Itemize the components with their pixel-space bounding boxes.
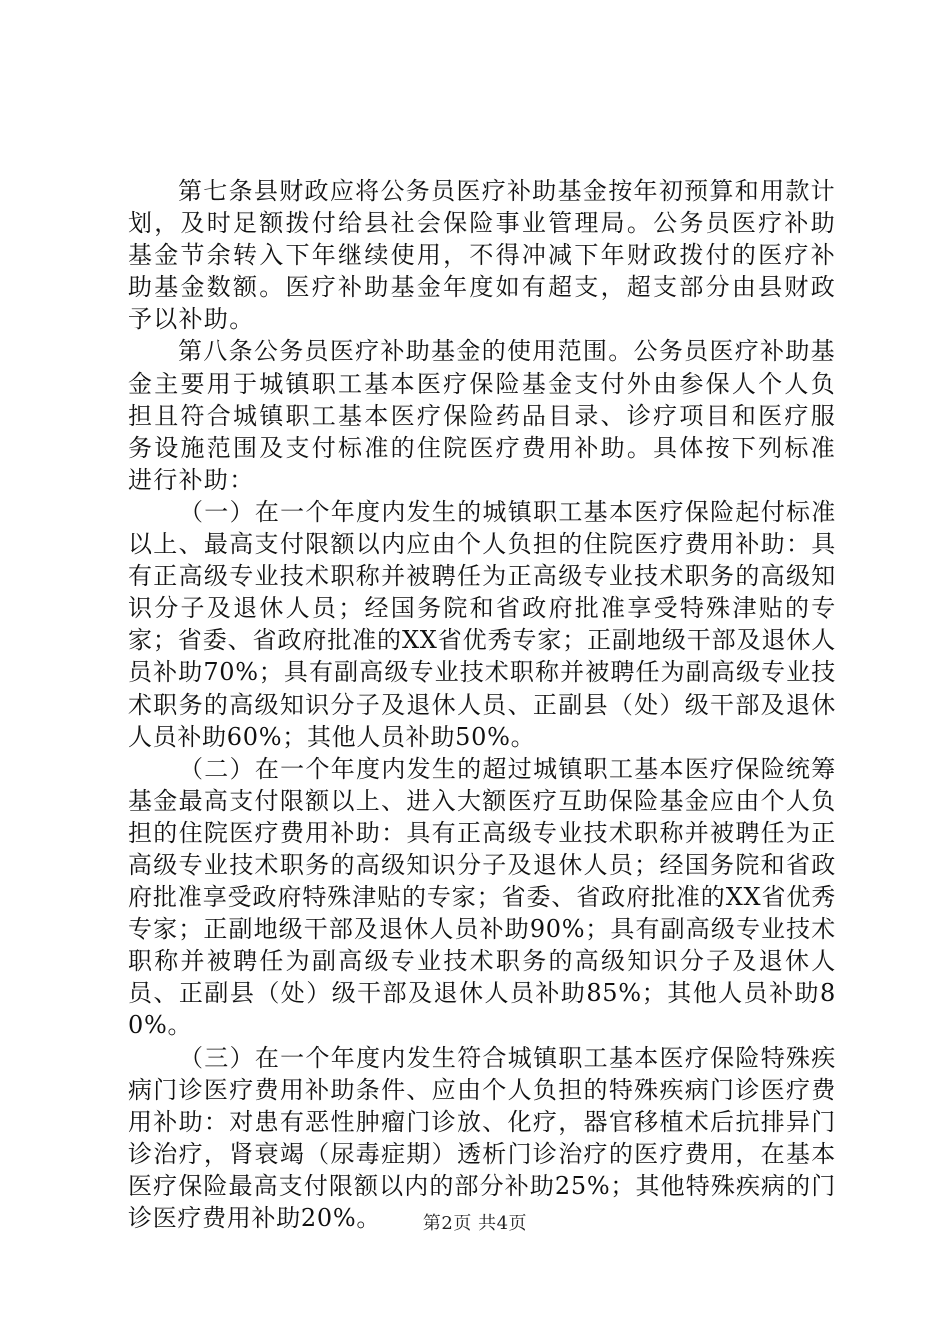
document-body <box>128 175 836 1234</box>
page-number-footer: 第2页 共4页 <box>422 1213 528 1234</box>
paragraph-article-7: 第七条县财政应将公务员医疗补助基金按年初预算和用款计划，及时足额拨付给县社会保险事业管理局。公务员医疗补助基金节余转入下年继续使用，不得冲减下年财政拨付的医疗补助基金数额。医疗补助基金年度如有超支，超支部分由县财政予以补助。 <box>128 177 836 334</box>
paragraph-item-3: （三）在一个年度内发生符合城镇职工基本医疗保险特殊疾病门诊医疗费用补助条件、应由个人负担的特殊疾病门诊医疗费用补助：对患有恶性肿瘤门诊放、化疗，器官移植术后抗排异门诊治疗，肾衰竭（尿毒症期）透析门诊治疗的医疗费用，在基本医疗保险最高支付限额以内的部分补助25%；其他特殊疾病的门诊医疗费用补助20%。 <box>128 1043 836 1232</box>
paragraph-item-2: （二）在一个年度内发生的超过城镇职工基本医疗保险统筹基金最高支付限额以上、进入大额医疗互助保险基金应由个人负担的住院医疗费用补助：具有正高级专业技术职称并被聘任为正高级专业技术职务的高级知识分子及退休人员；经国务院和省政府批准享受政府特殊津贴的专家；省委、省政府批准的XX省优秀专家；正副地级干部及退休人员补助90%；具有副高级专业技术职称并被聘任为副高级专业技术职务的高级知识分子及退休人员、正副县（处）级干部及退休人员补助85%；其他人员补助80%。 <box>128 754 836 1040</box>
paragraph-item-1: （一）在一个年度内发生的城镇职工基本医疗保险起付标准以上、最高支付限额以内应由个人负担的住院医疗费用补助：具有正高级专业技术职称并被聘任为正高级专业技术职务的高级知识分子及退休人员；经国务院和省政府批准享受特殊津贴的专家；省委、省政府批准的XX省优秀专家；正副地级干部及退休人员补助70%；具有副高级专业技术职称并被聘任为副高级专业技术职务的高级知识分子及退休人员、正副县（处）级干部及退休人员补助60%；其他人员补助50%。 <box>128 497 836 751</box>
paragraph-article-8: 第八条公务员医疗补助基金的使用范围。公务员医疗补助基金主要用于城镇职工基本医疗保险基金支付外由参保人个人负担且符合城镇职工基本医疗保险药品目录、诊疗项目和医疗服务设施范围及支付标准的住院医疗费用补助。具体按下列标准进行补助： <box>128 337 836 494</box>
